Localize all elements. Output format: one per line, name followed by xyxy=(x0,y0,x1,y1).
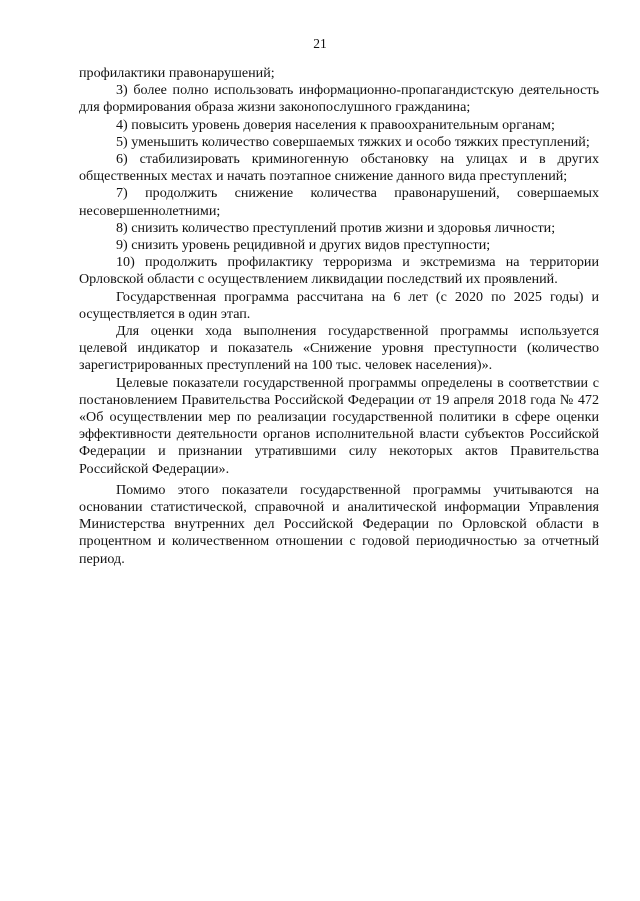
list-item-10: 10) продолжить профилактику терроризма и экстремизма на территории Орловской области с осуществлением ликвидации последствий их проявлений. xyxy=(79,254,599,288)
paragraph-program-duration: Государственная программа рассчитана на 6 лет (с 2020 по 2025 годы) и осуществляется в один этап. xyxy=(79,288,599,322)
paragraph-target-indicators: Целевые показатели государственной программы определены в соответствии с постановлением Правительства Российской Федерации от 19 апреля 2018 года № 472 «Об осуществлении мер по реализации государственной политики в сфере оценки эффективности деятельности органов исполнительной власти субъектов Российской Федерации и признании утратившими силу некоторых актов Правительства Российской Федерации». xyxy=(79,374,599,477)
list-item-8: 8) снизить количество преступлений против жизни и здоровья личности; xyxy=(116,219,556,236)
list-item-5: 5) уменьшить количество совершаемых тяжких и особо тяжких преступлений; xyxy=(116,133,590,150)
list-item-9: 9) снизить уровень рецидивной и других видов преступности; xyxy=(116,237,491,254)
list-item-6: 6) стабилизировать криминогенную обстановку на улицах и в других общественных местах и начать поэтапное снижение данного вида преступлений; xyxy=(79,151,599,185)
list-item-7: 7) продолжить снижение количества правонарушений, совершаемых несовершеннолетними; xyxy=(79,185,599,219)
paragraph-indicator: Для оценки хода выполнения государственной программы используется целевой индикатор и показатель «Снижение уровня преступности (количество зарегистрированных преступлений на 100 тыс. человек населения)». xyxy=(79,323,599,374)
paragraph-continuation: профилактики правонарушений; xyxy=(79,65,275,81)
document-body xyxy=(79,65,599,568)
paragraph-statistics: Помимо этого показатели государственной программы учитываются на основании статистической, справочной и аналитической информации Управления Министерства внутренних дел Российской Федерации по Орловской области в процентном и количественном отношении с годовой периодичностью за отчетный период. xyxy=(79,481,599,567)
list-item-3: 3) более полно использовать информационно-пропагандистскую деятельность для формирования образа жизни законопослушного гражданина; xyxy=(79,82,599,116)
list-item-4: 4) повысить уровень доверия населения к правоохранительным органам; xyxy=(116,116,555,133)
page-number: 21 xyxy=(313,36,327,51)
